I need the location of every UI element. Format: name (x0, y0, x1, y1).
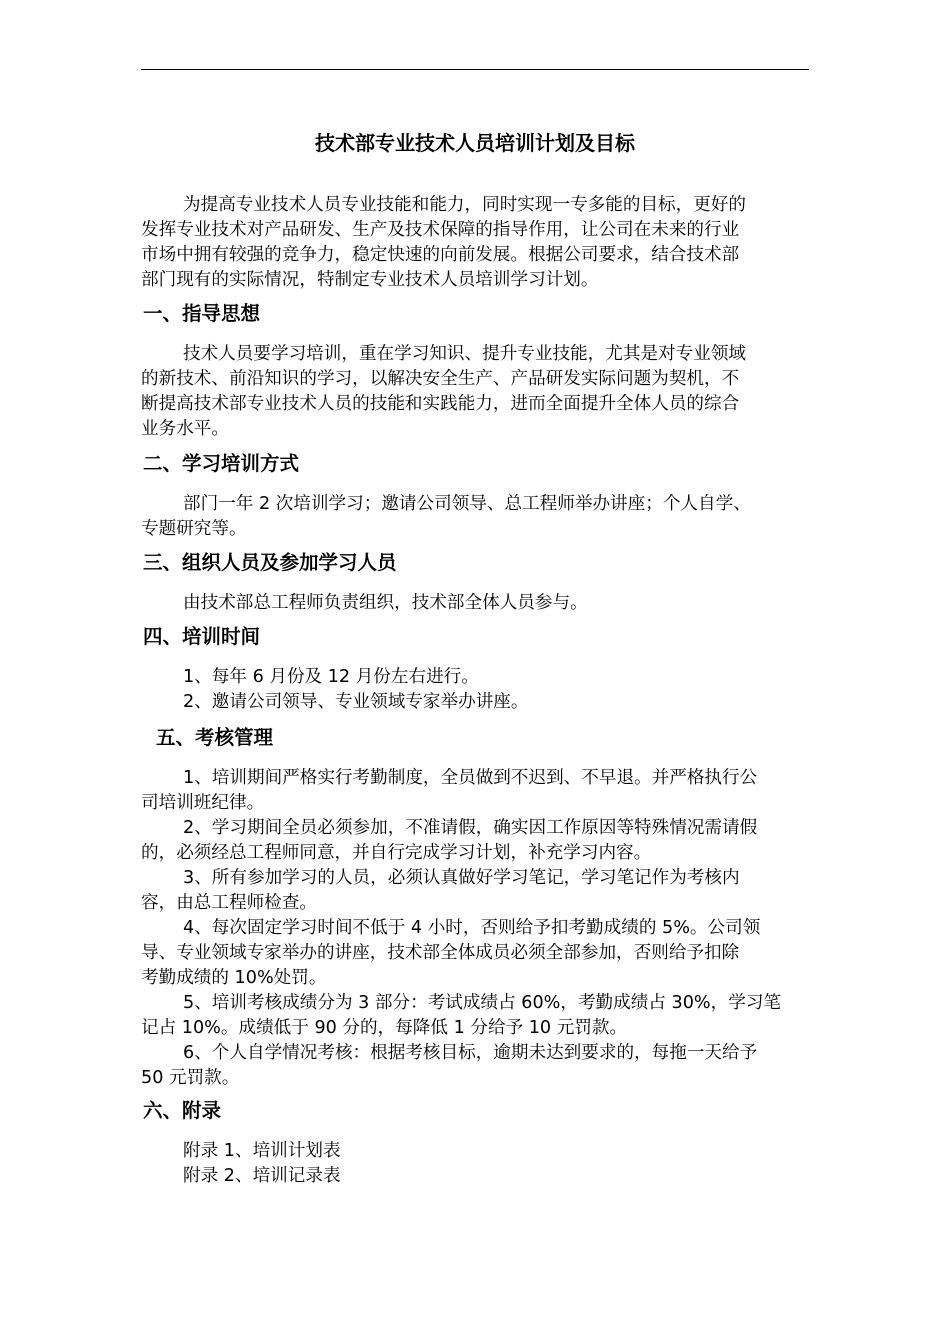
header-rule (141, 69, 809, 70)
body-line: 的，必须经总工程师同意，并自行完成学习计划，补充学习内容。 (141, 843, 652, 863)
body-line: 的新技术、前沿知识的学习，以解决安全生产、产品研发实际问题为契机，不 (141, 369, 740, 389)
body-line: 业务水平。 (141, 419, 229, 439)
body-line: 由技术部总工程师负责组织，技术部全体人员参与。 (183, 593, 588, 613)
body-line: 50 元罚款。 (141, 1068, 240, 1088)
body-line: 1、培训期间严格实行考勤制度，全员做到不迟到、不早退。并严格执行公 (183, 768, 758, 788)
appendix-item: 附录 2、培训记录表 (183, 1166, 341, 1186)
body-line: 技术人员要学习培训，重在学习知识、提升专业技能，尤其是对专业领域 (183, 344, 747, 364)
intro-line: 部门现有的实际情况，特制定专业技术人员培训学习计划。 (141, 270, 599, 290)
section-heading-guiding-thought: 一、指导思想 (143, 302, 261, 325)
section-heading-assessment: 五、考核管理 (156, 726, 274, 749)
body-line: 导、专业领域专家举办的讲座，技术部全体成员必须全部参加，否则给予扣除 (141, 943, 740, 963)
intro-line: 为提高专业技术人员专业技能和能力，同时实现一专多能的目标，更好的 (183, 195, 747, 215)
body-line: 容，由总工程师检查。 (141, 893, 317, 913)
body-line: 断提高技术部专业技术人员的技能和实践能力，进而全面提升全体人员的综合 (141, 394, 740, 414)
body-line: 1、每年 6 月份及 12 月份左右进行。 (183, 667, 479, 687)
body-line: 部门一年 2 次培训学习；邀请公司领导、总工程师举办讲座；个人自学、 (183, 494, 751, 514)
body-line: 专题研究等。 (141, 519, 247, 539)
body-line: 3、所有参加学习的人员，必须认真做好学习笔记，学习笔记作为考核内 (183, 868, 740, 888)
appendix-item: 附录 1、培训计划表 (183, 1141, 341, 1161)
intro-line: 市场中拥有较强的竞争力，稳定快速的向前发展。根据公司要求，结合技术部 (141, 245, 740, 265)
body-line: 考勤成绩的 10%处罚。 (141, 968, 327, 988)
intro-line: 发挥专业技术对产品研发、生产及技术保障的指导作用，让公司在未来的行业 (141, 220, 740, 240)
section-heading-training-method: 二、学习培训方式 (143, 452, 300, 475)
section-heading-organizers: 三、组织人员及参加学习人员 (143, 551, 397, 574)
section-heading-training-time: 四、培训时间 (143, 625, 261, 648)
body-line: 6、个人自学情况考核：根据考核目标，逾期未达到要求的，每拖一天给予 (183, 1043, 758, 1063)
section-heading-appendix: 六、附录 (143, 1099, 222, 1122)
document-title: 技术部专业技术人员培训计划及目标 (315, 131, 635, 155)
body-line: 5、培训考核成绩分为 3 部分：考试成绩占 60%，考勤成绩占 30%，学习笔 (183, 993, 782, 1013)
body-line: 2、学习期间全员必须参加，不准请假，确实因工作原因等特殊情况需请假 (183, 818, 758, 838)
body-line: 2、邀请公司领导、专业领域专家举办讲座。 (183, 692, 529, 712)
body-line: 司培训班纪律。 (141, 793, 265, 813)
body-line: 记占 10%。成绩低于 90 分的，每降低 1 分给予 10 元罚款。 (141, 1018, 628, 1038)
body-line: 4、每次固定学习时间不低于 4 小时，否则给予扣考勤成绩的 5%。公司领 (183, 918, 761, 938)
